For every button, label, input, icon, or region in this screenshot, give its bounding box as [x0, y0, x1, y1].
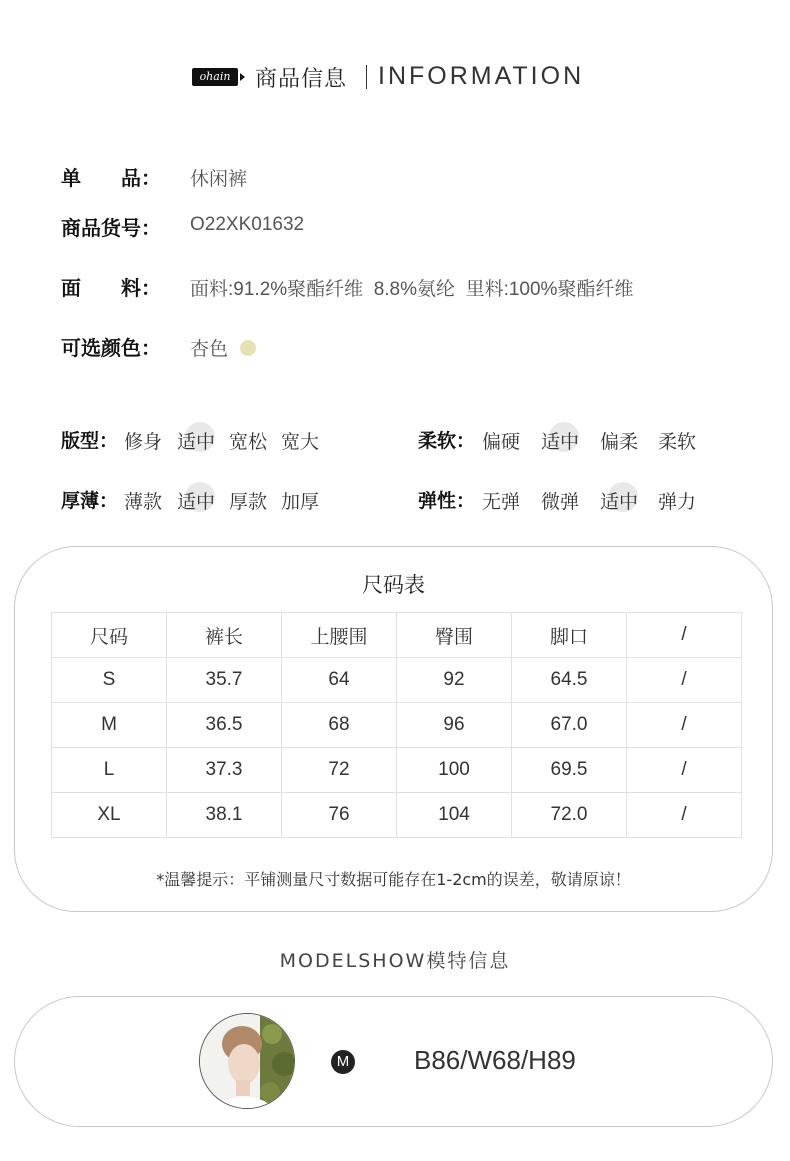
- model-section-title: MODELSHOW模特信息: [279, 950, 511, 972]
- elasticity-label: 弹性：: [418, 490, 476, 512]
- elasticity-option: 无弹: [482, 491, 521, 513]
- table-cell: /: [627, 748, 742, 793]
- table-cell: 72.0: [512, 793, 627, 838]
- fit-option-selected: 适中: [177, 427, 215, 454]
- table-cell: /: [627, 658, 742, 703]
- table-header-cell: /: [627, 613, 742, 658]
- softness-label: 柔软：: [418, 430, 476, 452]
- table-cell: 72: [282, 748, 397, 793]
- size-table: [51, 612, 742, 838]
- table-cell: 68: [282, 703, 397, 748]
- table-cell: 76: [282, 793, 397, 838]
- softness-option: 柔软: [658, 431, 697, 453]
- softness-option: 偏柔: [600, 431, 639, 453]
- size-chart-title: 尺码表: [362, 573, 425, 597]
- table-cell: 67.0: [512, 703, 627, 748]
- elasticity-option-selected: 适中: [600, 487, 638, 514]
- table-header-cell: 臀围: [397, 613, 512, 658]
- header-divider: [366, 65, 367, 89]
- logo-triangle-icon: [240, 73, 245, 81]
- softness-option: 偏硬: [482, 431, 521, 453]
- table-header-cell: 脚口: [512, 613, 627, 658]
- thickness-option: 厚款: [229, 491, 268, 513]
- table-row: [52, 658, 742, 703]
- thickness-option: 薄款: [124, 491, 163, 513]
- table-cell: XL: [52, 793, 167, 838]
- product-label: 单 品：: [61, 166, 161, 190]
- table-cell: 64: [282, 658, 397, 703]
- table-cell: 64.5: [512, 658, 627, 703]
- table-header-cell: 上腰围: [282, 613, 397, 658]
- model-size-badge: M: [331, 1050, 355, 1074]
- header-title-en: INFORMATION: [378, 62, 585, 90]
- fit-option: 宽大: [281, 431, 320, 453]
- table-row: [52, 703, 742, 748]
- sku-label: 商品货号：: [61, 216, 161, 240]
- table-cell: /: [627, 703, 742, 748]
- table-cell: M: [52, 703, 167, 748]
- color-value: 杏色: [190, 339, 229, 360]
- size-chart-panel: [14, 546, 773, 912]
- thickness-option-selected: 适中: [177, 487, 215, 514]
- model-avatar: [199, 1013, 295, 1109]
- color-value-wrap: [190, 334, 256, 361]
- header-title-cn: 商品信息: [255, 67, 348, 92]
- table-cell: 38.1: [167, 793, 282, 838]
- header: [0, 58, 790, 98]
- fabric-value: 面料:91.2%聚酯纤维 8.8%氨纶 里料:100%聚酯纤维: [190, 279, 634, 300]
- thickness-option: 加厚: [281, 491, 320, 513]
- table-cell: 92: [397, 658, 512, 703]
- brand-logo: ohain: [192, 68, 238, 86]
- table-cell: 100: [397, 748, 512, 793]
- color-label: 可选颜色：: [61, 336, 161, 360]
- product-value: 休闲裤: [190, 169, 248, 190]
- table-cell: /: [627, 793, 742, 838]
- sku-value: O22XK01632: [190, 214, 305, 235]
- fit-option: 修身: [124, 431, 163, 453]
- table-cell: L: [52, 748, 167, 793]
- thickness-label: 厚薄：: [61, 490, 119, 512]
- table-cell: 96: [397, 703, 512, 748]
- table-row: [52, 748, 742, 793]
- model-measurements: B86/W68/H89: [414, 1045, 576, 1075]
- table-cell: 69.5: [512, 748, 627, 793]
- table-header-cell: 裤长: [167, 613, 282, 658]
- measurement-tip: *温馨提示：平铺测量尺寸数据可能存在1-2cm的误差，敬请原谅！: [156, 870, 631, 889]
- table-cell: 104: [397, 793, 512, 838]
- table-cell: 35.7: [167, 658, 282, 703]
- table-cell: S: [52, 658, 167, 703]
- softness-option-selected: 适中: [541, 427, 579, 454]
- table-cell: 36.5: [167, 703, 282, 748]
- model-info-panel: [14, 996, 773, 1127]
- table-row: [52, 793, 742, 838]
- table-header-row: [52, 613, 742, 658]
- table-header-cell: 尺码: [52, 613, 167, 658]
- elasticity-option: 微弹: [541, 491, 580, 513]
- color-swatch: [240, 340, 256, 356]
- table-cell: 37.3: [167, 748, 282, 793]
- elasticity-option: 弹力: [658, 491, 697, 513]
- fabric-label: 面 料：: [61, 276, 161, 300]
- fit-option: 宽松: [229, 431, 268, 453]
- fit-label: 版型：: [61, 430, 119, 452]
